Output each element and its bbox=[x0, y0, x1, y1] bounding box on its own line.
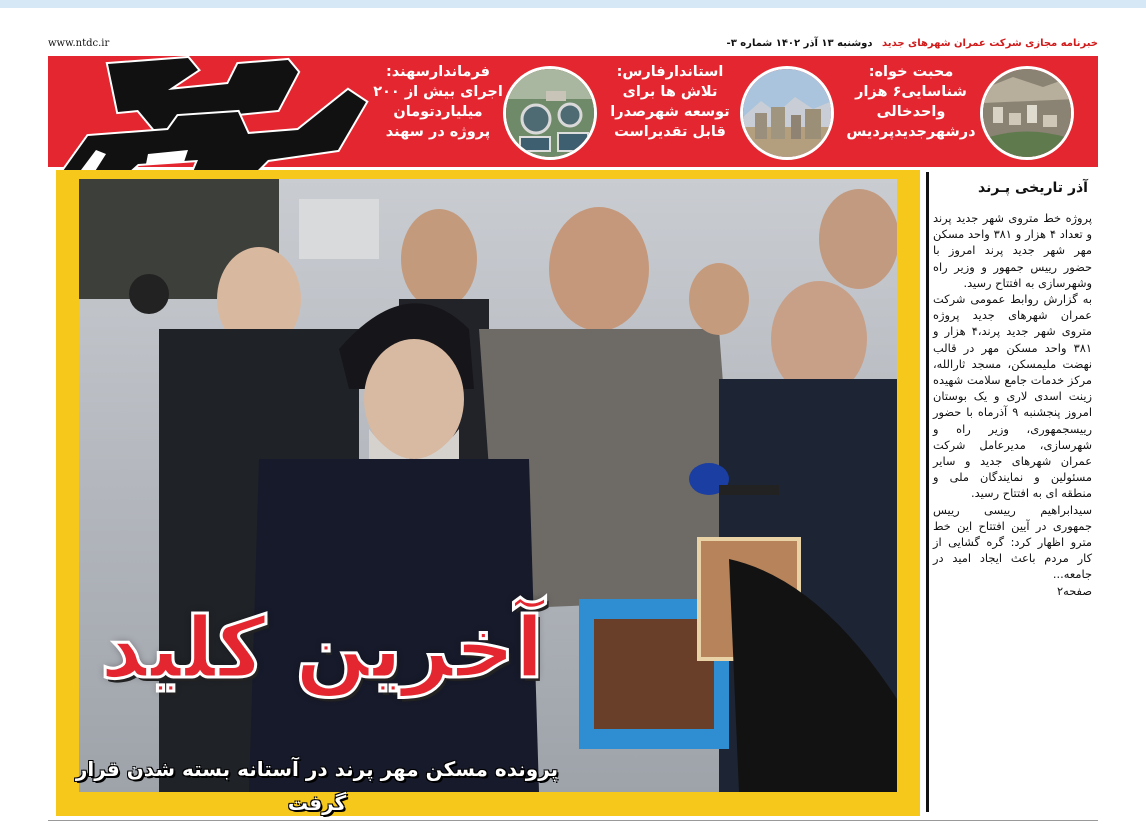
teaser-kicker: فرماندارسهند: bbox=[386, 64, 490, 80]
teaser-line: پروژه در سهند bbox=[385, 124, 491, 140]
bottom-rule bbox=[48, 820, 1098, 824]
sidebar-article[interactable] bbox=[926, 172, 1098, 812]
header-website: www.ntdc.ir bbox=[48, 38, 110, 49]
main-subheadline: پرونده مسکن مهر پرند در آستانه بسته شدن قرار گرفت bbox=[75, 757, 559, 815]
teaser-sadra[interactable] bbox=[600, 62, 740, 162]
teaser-pardis[interactable] bbox=[836, 62, 986, 162]
teaser-line: تلاش ها برای bbox=[622, 84, 718, 100]
header-tagline: خبرنامه مجازی شرکت عمران شهرهای جدید bbox=[882, 38, 1098, 49]
teaser-pardis-photo bbox=[980, 66, 1074, 160]
header-date-issue: دوشنبه ۱۳ آذر ۱۴۰۲ شماره ۳- bbox=[726, 38, 873, 49]
masthead-logo bbox=[48, 50, 378, 190]
teaser-line: توسعه شهرصدرا bbox=[610, 104, 730, 120]
teaser-sadra-photo bbox=[740, 66, 834, 160]
main-headline: آخرین کلید bbox=[100, 599, 544, 697]
teaser-line: میلیاردتومان bbox=[393, 104, 483, 120]
teaser-kicker: استاندارفارس: bbox=[616, 64, 724, 80]
teaser-kicker: محبت خواه: bbox=[868, 64, 954, 80]
sidebar-title: آذر تاریخی پـرند bbox=[978, 180, 1088, 196]
teaser-sahand[interactable] bbox=[372, 62, 504, 162]
sidebar-body: پروژه خط متروی شهر جدید پرند و تعداد ۴ هزار و ۳۸۱ واحد مسکن مهر شهر جدید پرند امروز با حضور رییس جمهور و وزیر راه وشهرسازی به افتتاح رسید. به گزارش روابط عمومی شرکت عمران شهرهای جدید پروژه متروی شهر جدید پرند،۴ هزار و ۳۸۱ واحد مسکن مهر در قالب نهضت ملیمسکن، مسجد ثارالله، مرکز خدمات جامع سلامت شهیده زینت اسدی لاری و یک بوستان امروز پنجشنبه ۹ آذرماه با حضور رییسجمهوری، وزیر راه و شهرسازی، مدیرعامل شرکت عمران شهرهای جدید و سایر مسئولین و نمایندگان ملی و منطقه ای به افتتاح رسید. سیدابراهیم رییسی رییس جمهوری در آیین افتتاح این خط مترو اظهار کرد: گره گشایی از کار مردم باعث ایجاد امید در جامعه... صفحه۲ bbox=[933, 211, 1093, 598]
top-border bbox=[0, 0, 1146, 8]
teaser-sahand-photo bbox=[503, 66, 597, 160]
teaser-line: شناسایی۶ هزار bbox=[855, 84, 967, 100]
teaser-line: درشهرجدیدپردیس bbox=[846, 124, 976, 140]
teaser-line: واحدخالی bbox=[876, 104, 946, 120]
teaser-line: قابل تقدیراست bbox=[614, 124, 726, 140]
teaser-line: اجرای بیش از ۲۰۰ bbox=[373, 84, 503, 100]
